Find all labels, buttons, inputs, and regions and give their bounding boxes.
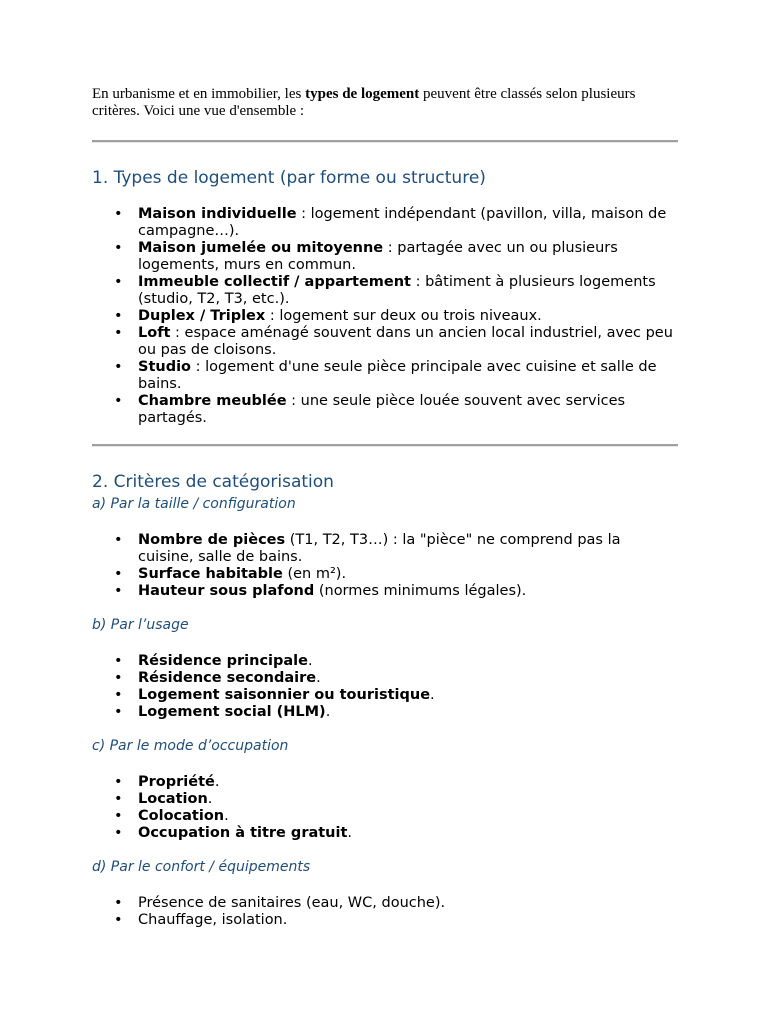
- list-item-text: .: [316, 670, 321, 686]
- list-item-text: : une seule pièce louée souvent avec services partagés.: [138, 393, 626, 426]
- divider: [92, 444, 678, 447]
- list-item: [92, 532, 678, 566]
- list-item-term: Résidence secondaire: [138, 670, 317, 686]
- bullet-icon: •: [114, 325, 123, 341]
- bullet-icon: •: [114, 274, 123, 290]
- list-item-term: Logement saisonnier ou touristique: [138, 687, 431, 703]
- list-item-text: (T1, T2, T3…) : la "pièce" ne comprend pas la cuisine, salle de bains.: [138, 532, 621, 565]
- list-item-term: Duplex / Triplex: [138, 308, 266, 324]
- list-item-term: Studio: [138, 359, 192, 375]
- bullet-icon: •: [114, 670, 123, 686]
- subsection-a-list: [92, 532, 678, 600]
- list-item: [92, 670, 678, 687]
- list-item: [92, 566, 678, 583]
- list-item: [92, 653, 678, 670]
- list-item-text: : logement indépendant (pavillon, villa, maison de campagne…).: [138, 206, 667, 239]
- list-item-term: Hauteur sous plafond: [138, 583, 315, 599]
- list-item-text: .: [224, 808, 229, 824]
- divider: [92, 140, 678, 143]
- list-item: [92, 774, 678, 791]
- bullet-icon: •: [114, 240, 123, 256]
- list-item-text: (en m²).: [282, 566, 347, 582]
- list-item: [92, 359, 678, 393]
- list-item: [92, 791, 678, 808]
- list-item: [92, 583, 678, 600]
- section-2-heading: 2. Critères de catégorisation: [92, 472, 334, 492]
- document-page: [92, 86, 678, 929]
- list-item-text: .: [214, 774, 220, 790]
- bullet-icon: •: [114, 206, 123, 222]
- list-item: [92, 825, 678, 842]
- bullet-icon: •: [114, 653, 123, 669]
- list-item-term: Maison individuelle: [138, 206, 297, 222]
- bullet-icon: •: [114, 687, 123, 703]
- list-item-text: : bâtiment à plusieurs logements (studio, T2, T3, etc.).: [138, 274, 656, 307]
- bullet-icon: •: [114, 808, 123, 824]
- intro-paragraph: [92, 86, 678, 120]
- list-item-text: .: [430, 687, 435, 703]
- list-item-text: : logement sur deux ou trois niveaux.: [265, 308, 542, 324]
- bullet-icon: •: [114, 532, 123, 548]
- bullet-icon: •: [114, 895, 123, 911]
- list-item: [92, 393, 678, 427]
- list-item: [92, 912, 678, 929]
- subsection-b-heading: b) Par l’usage: [92, 617, 189, 633]
- bullet-icon: •: [114, 791, 123, 807]
- list-item-text: .: [207, 791, 213, 807]
- list-item: [92, 704, 678, 721]
- bullet-icon: •: [114, 912, 123, 928]
- list-item-term: Chambre meublée: [138, 393, 287, 409]
- list-item-term: Nombre de pièces: [138, 532, 286, 548]
- intro-text-bold: types de logement: [305, 86, 420, 102]
- bullet-icon: •: [114, 393, 123, 409]
- subsection-c-list: [92, 774, 678, 842]
- list-item-text: .: [325, 704, 331, 720]
- intro-text-after: peuvent être classés selon plusieurs critères. Voici une vue d'ensemble :: [92, 86, 636, 119]
- list-item-text: (normes minimums légales).: [314, 583, 527, 599]
- subsection-c-heading: c) Par le mode d’occupation: [92, 738, 289, 754]
- list-item-text: Chauffage, isolation.: [138, 912, 288, 928]
- list-item: [92, 895, 678, 912]
- list-item-text: : logement d'une seule pièce principale avec cuisine et salle de bains.: [138, 359, 657, 392]
- bullet-icon: •: [114, 825, 123, 841]
- bullet-icon: •: [114, 704, 123, 720]
- list-item-text: : partagée avec un ou plusieurs logements, murs en commun.: [138, 240, 618, 273]
- bullet-icon: •: [114, 359, 123, 375]
- list-item: [92, 308, 678, 325]
- list-item-term: Occupation à titre gratuit: [138, 825, 348, 841]
- bullet-icon: •: [114, 566, 123, 582]
- list-item-term: Résidence principale: [138, 653, 308, 669]
- list-item-term: Propriété: [138, 774, 215, 790]
- list-item-text: : espace aménagé souvent dans un ancien local industriel, avec peu ou pas de cloisons.: [138, 325, 673, 358]
- section-1-heading: 1. Types de logement (par forme ou structure): [92, 168, 486, 188]
- bullet-icon: •: [114, 774, 123, 790]
- list-item: [92, 687, 678, 704]
- subsection-d-list: [92, 895, 678, 929]
- bullet-icon: •: [114, 308, 123, 324]
- list-item-text: .: [347, 825, 353, 841]
- subsection-a-heading: a) Par la taille / configuration: [92, 496, 296, 512]
- list-item: [92, 206, 678, 240]
- list-item-term: Logement social (HLM): [138, 704, 326, 720]
- list-item: [92, 240, 678, 274]
- intro-text-before: En urbanisme et en immobilier, les: [92, 86, 306, 102]
- section-1-list: [92, 206, 678, 427]
- list-item-term: Immeuble collectif / appartement: [138, 274, 411, 290]
- list-item: [92, 808, 678, 825]
- list-item-term: Location: [138, 791, 208, 807]
- list-item-text: .: [307, 653, 313, 669]
- list-item-term: Loft: [138, 325, 171, 341]
- list-item-term: Colocation: [138, 808, 225, 824]
- subsection-d-heading: d) Par le confort / équipements: [92, 859, 311, 875]
- list-item: [92, 325, 678, 359]
- list-item-text: Présence de sanitaires (eau, WC, douche).: [138, 895, 446, 911]
- bullet-icon: •: [114, 583, 123, 599]
- list-item-term: Surface habitable: [138, 566, 283, 582]
- list-item: [92, 274, 678, 308]
- subsection-b-list: [92, 653, 678, 721]
- list-item-term: Maison jumelée ou mitoyenne: [138, 240, 384, 256]
